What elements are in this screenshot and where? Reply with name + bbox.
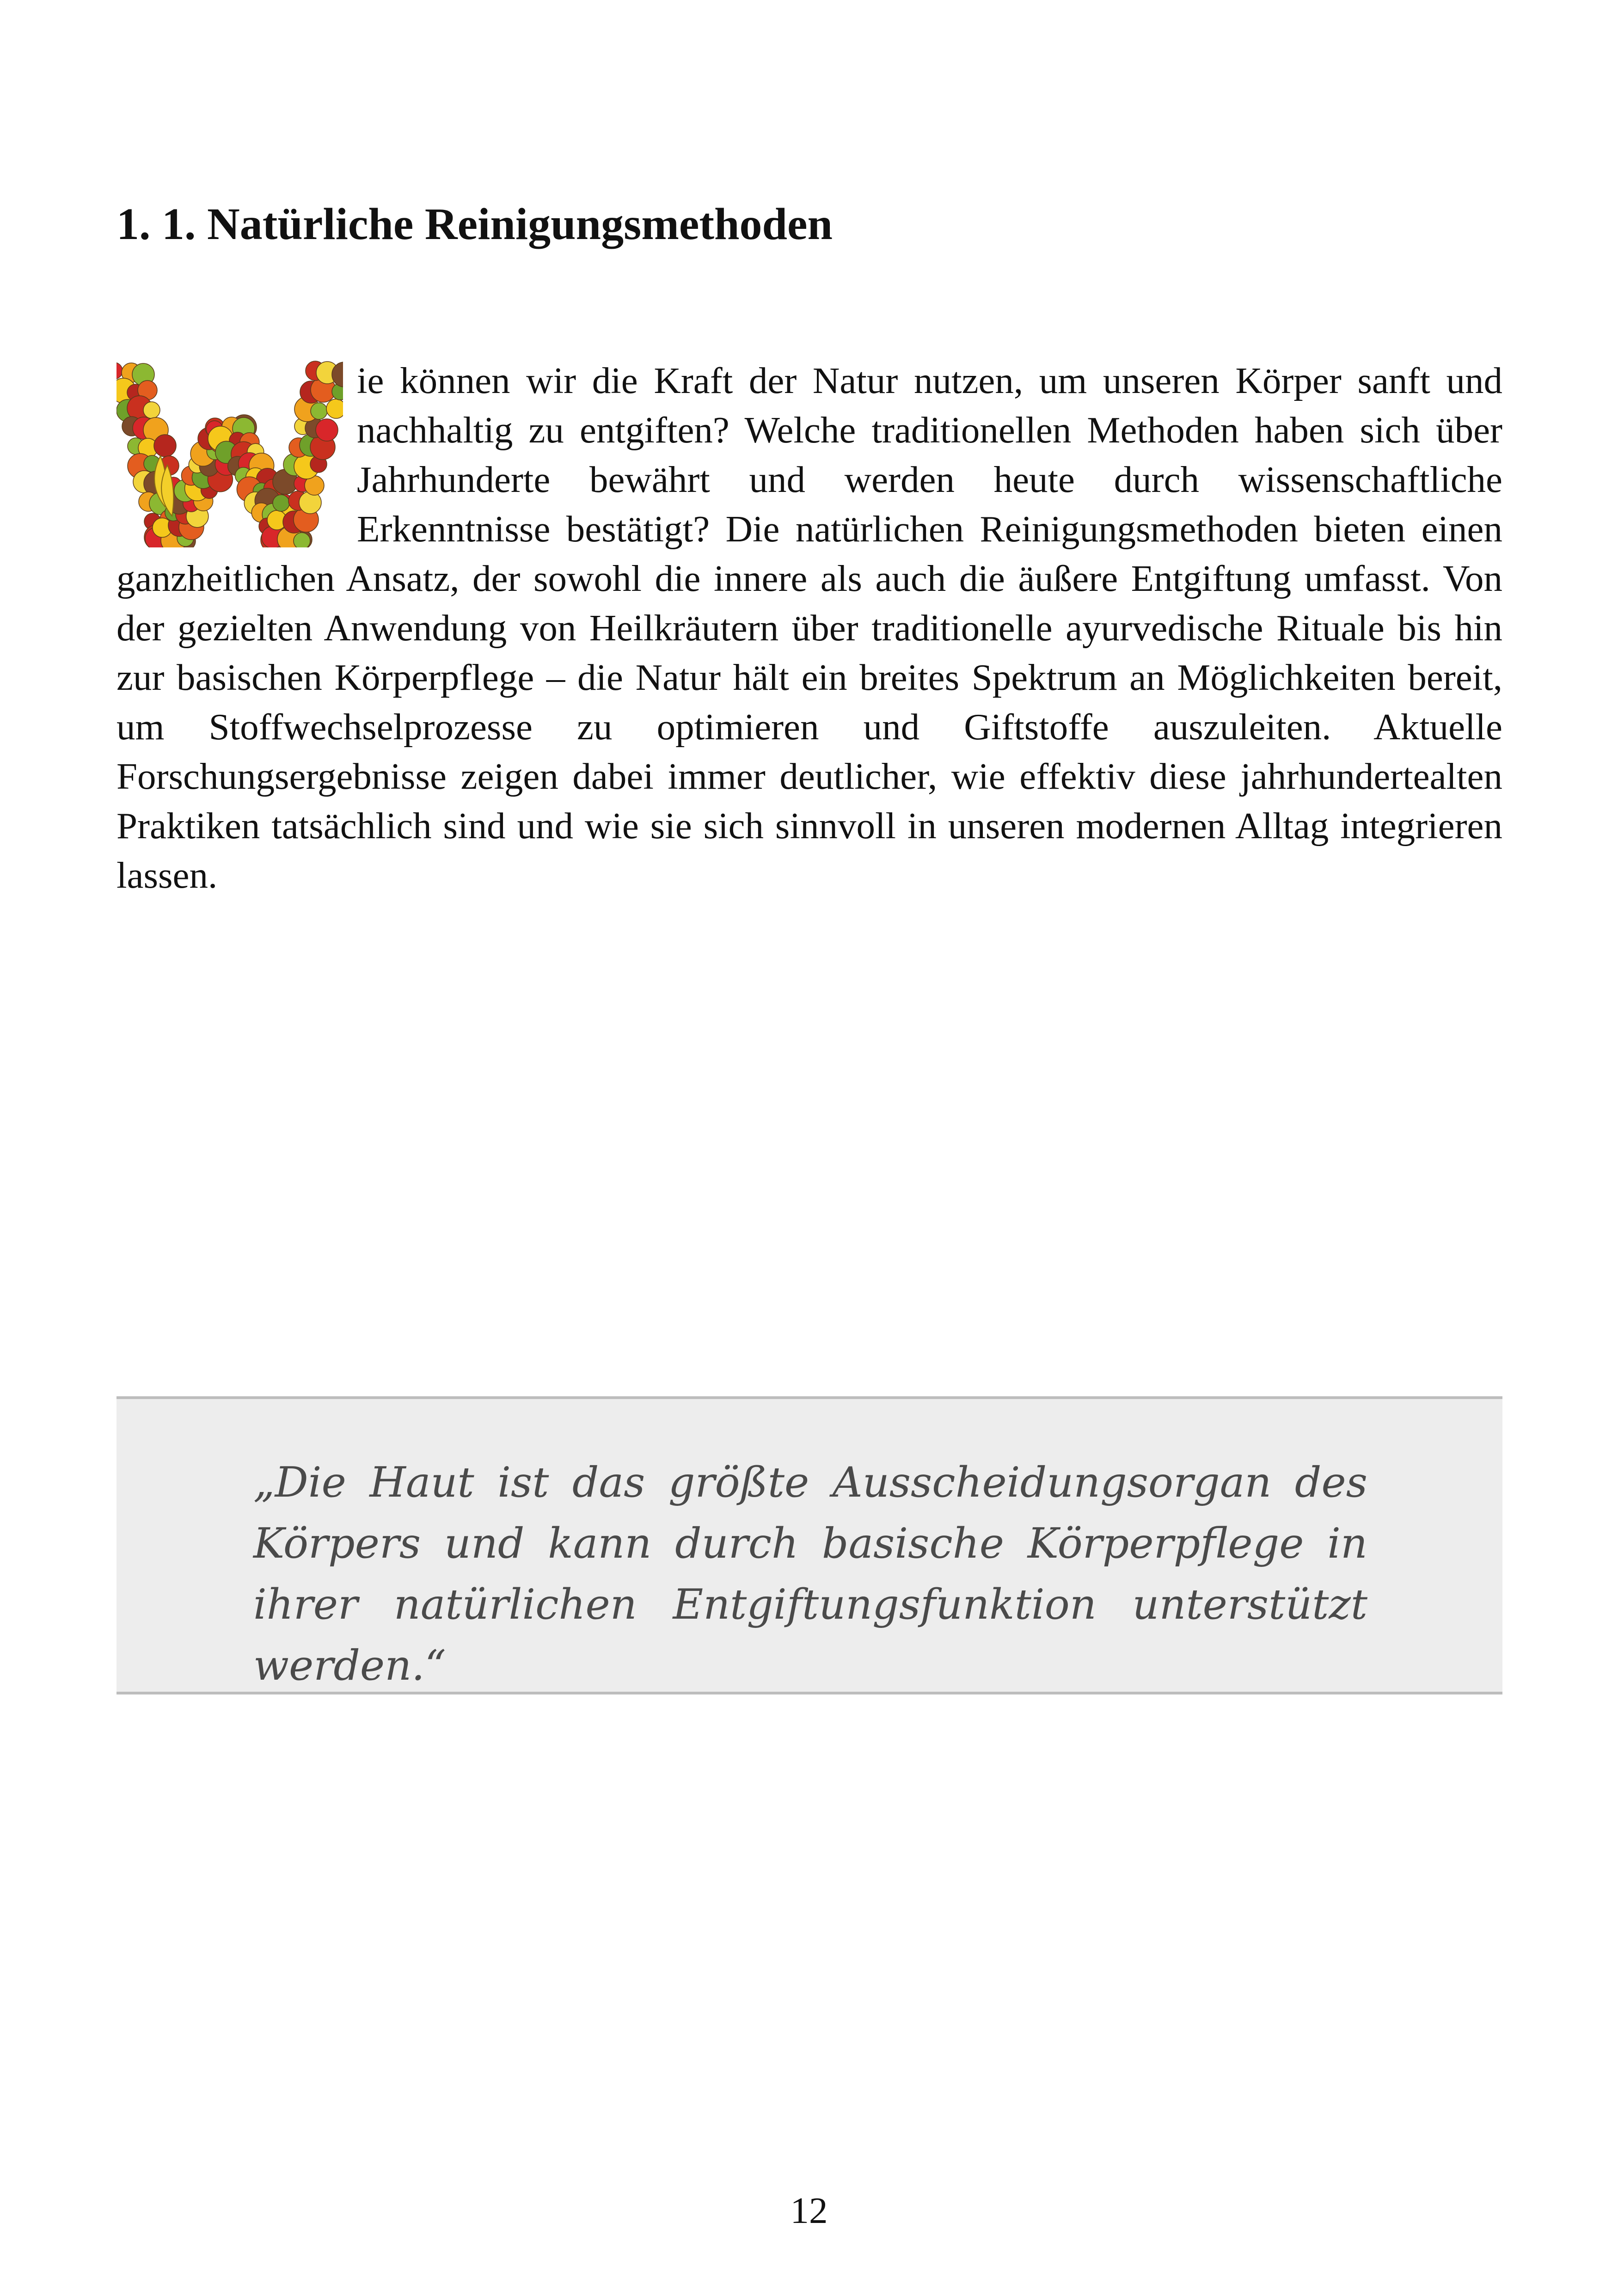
fruit-icon	[326, 399, 343, 418]
fruit-icon	[273, 495, 289, 511]
fruit-icon	[316, 419, 338, 441]
quote-box	[116, 1396, 1502, 1694]
fruit-icon	[294, 533, 310, 547]
intro-paragraph	[116, 356, 1502, 900]
page-number: 12	[790, 2190, 828, 2231]
fruit-icon	[143, 402, 160, 418]
fruit-icon	[311, 403, 327, 419]
quote-text: „Die Haut ist das größte Ausscheidungsorgan des Körpers und kann durch basische Körperpflege in ihrer natürlichen Entgiftungsfunktion unterstützt werden.“	[253, 1458, 1367, 1690]
intro-text: ie können wir die Kraft der Natur nutzen, um unseren Körper sanft und nachhaltig zu entgiften? Welche traditionellen Methoden haben sich über Jahrhunderte bewährt und werden heute durch wissenschaftliche Erkenntnisse bestätigt? Die natürlichen Reinigungsmethoden bieten einen ganzheitlichen Ansatz, der sowohl die innere als auch die äußere Entgiftung umfasst. Von der gezielten Anwendung von Heilkräutern über traditionelle ayurvedische Rituale bis hin zur basischen Körperpflege – die Natur hält ein breites Spektrum an Möglichkeiten bereit, um Stoffwechselprozesse zu optimieren und Giftstoffe auszuleiten. Aktuelle Forschungsergebnisse zeigen dabei immer deutlicher, wie effektiv diese jahrhundertealten Praktiken tatsächlich sind und wie sie sich sinnvoll in unseren modernen Alltag integrieren lassen.	[116, 360, 1502, 896]
fruit-icon	[154, 435, 176, 457]
section-heading: 1. 1. Natürliche Reinigungsmethoden	[116, 199, 833, 249]
fruit-letter-w-icon	[116, 359, 343, 547]
